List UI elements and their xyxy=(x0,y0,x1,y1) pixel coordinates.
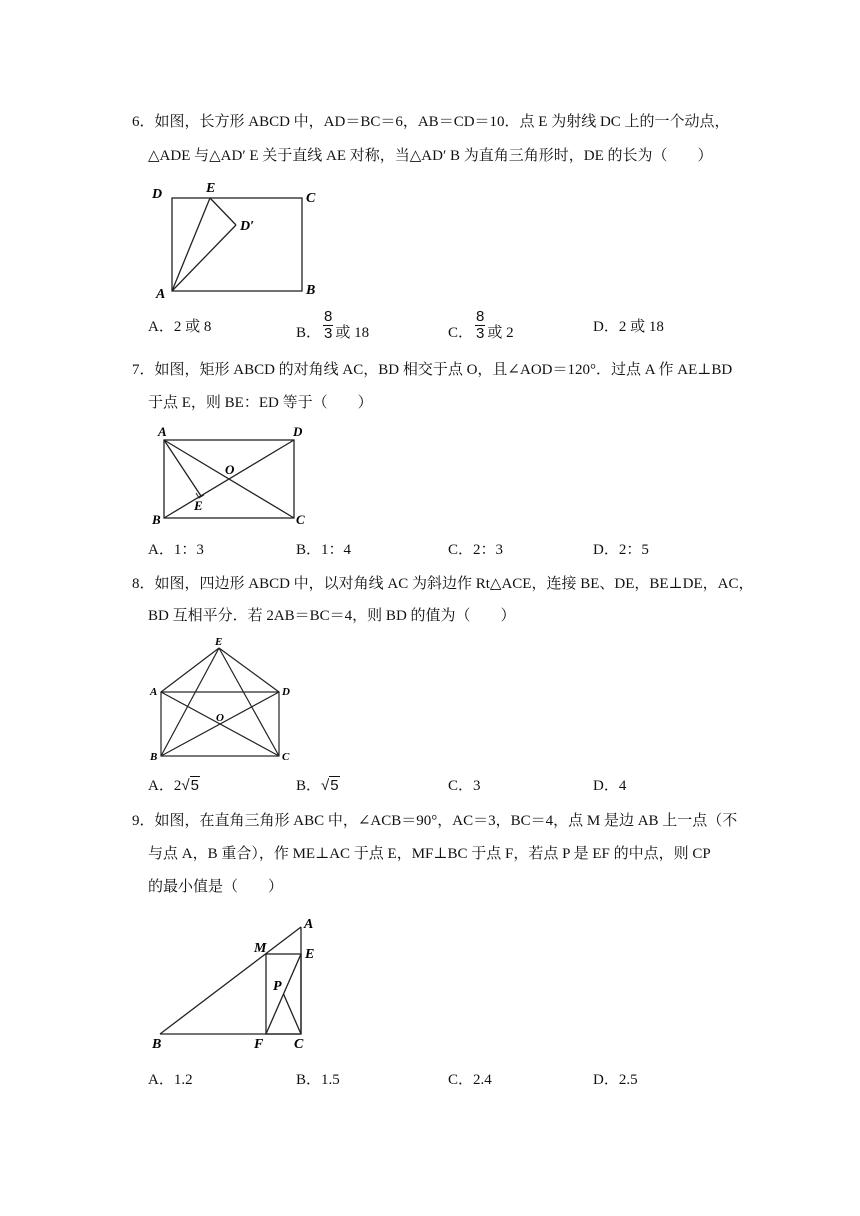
q9-label-M: M xyxy=(254,941,267,956)
q7-label-C: C xyxy=(296,512,305,527)
q8-option-a: A．2√5 xyxy=(148,777,199,794)
q8-figure xyxy=(148,638,308,773)
q6-option-b: B． $\frac{8}{3}$ 或 18 xyxy=(296,308,370,342)
q7-text-line-1: 7．如图，矩形 ABCD 的对角线 AC，BD 相交于点 O，且∠AOD＝120°．过点 A 作 AE⊥BD xyxy=(132,362,733,378)
q6-option-d: D．2 或 18 xyxy=(593,319,664,335)
q7-label-B: B xyxy=(152,512,161,527)
q8-label-D: D xyxy=(282,686,290,698)
q7-option-b: B．1：4 xyxy=(296,542,352,558)
q9-label-F: F xyxy=(254,1037,264,1052)
q8-label-B: B xyxy=(150,751,158,763)
q9-label-B: B xyxy=(152,1037,162,1052)
q7-diagram xyxy=(148,422,318,532)
q9-text-line-1: 9．如图，在直角三角形 ABC 中，∠ACB＝90°，AC＝3，BC＝4，点 M 是边 AB 上一点（不 xyxy=(132,813,738,829)
q6-label-E: E xyxy=(206,181,216,196)
q7-option-d: D．2：5 xyxy=(593,542,649,558)
q9-option-d: D．2.5 xyxy=(593,1072,638,1088)
q7-figure xyxy=(148,422,318,537)
q8-text-line-1: 8．如图，四边形 ABCD 中，以对角线 AC 为斜边作 Rt△ACE，连接 BE、DE，BE⊥DE，AC， xyxy=(132,576,754,592)
q9-option-c: C．2.4 xyxy=(448,1072,492,1088)
q9-text-line-2: 与点 A，B 重合），作 ME⊥AC 于点 E，MF⊥BC 于点 F，若点 P 是 EF 的中点，则 CP xyxy=(148,846,711,862)
q8-diagram xyxy=(148,638,308,768)
q9-label-P: P xyxy=(273,979,282,994)
q9-figure xyxy=(148,912,328,1057)
q8-option-b: B．√5 xyxy=(296,777,339,794)
q7-option-a: A．1：3 xyxy=(148,542,204,558)
q9-diagram xyxy=(148,912,328,1052)
q9-option-b: B．1.5 xyxy=(296,1072,340,1088)
q8-text-line-2: BD 互相平分．若 2AB＝BC＝4，则 BD 的值为（ ） xyxy=(148,608,516,624)
q6-label-C: C xyxy=(306,191,316,206)
q8-option-c: C．3 xyxy=(448,778,481,794)
q6-text-line-1: 6．如图，长方形 ABCD 中，AD＝BC＝6，AB＝CD＝10．点 E 为射线 DC 上的一个动点， xyxy=(132,114,730,130)
q6-label-Dprime: D′ xyxy=(240,219,255,234)
q8-label-O: O xyxy=(216,712,224,724)
q8-option-d: D．4 xyxy=(593,778,627,794)
q9-label-C: C xyxy=(294,1037,304,1052)
q8-label-C: C xyxy=(282,751,290,763)
q7-label-O: O xyxy=(225,462,235,477)
q9-text-line-3: 的最小值是（ ） xyxy=(148,879,284,895)
q9-label-E: E xyxy=(305,947,315,962)
q6-label-A: A xyxy=(156,287,166,302)
q6-text-line-2: △ADE 与△AD′ E 关于直线 AE 对称，当△AD′ B 为直角三角形时，DE 的长为（ ） xyxy=(148,148,713,164)
q7-option-c: C．2：3 xyxy=(448,542,504,558)
q6-label-D: D xyxy=(152,187,163,202)
q6-figure xyxy=(148,178,328,308)
q6-option-a: A．2 或 8 xyxy=(148,319,212,335)
q9-option-a: A．1.2 xyxy=(148,1072,193,1088)
q7-label-E: E xyxy=(194,498,203,513)
q6-option-c: C． $\frac{8}{3}$ 或 2 xyxy=(448,308,514,342)
q7-label-D: D xyxy=(293,424,303,439)
q7-text-line-2: 于点 E，则 BE：ED 等于（ ） xyxy=(148,395,373,411)
q6-label-B: B xyxy=(306,283,316,298)
q9-label-A: A xyxy=(304,917,314,932)
q8-label-E: E xyxy=(215,636,223,648)
q6-diagram xyxy=(148,178,328,303)
q7-label-A: A xyxy=(158,424,167,439)
q8-label-A: A xyxy=(150,686,158,698)
